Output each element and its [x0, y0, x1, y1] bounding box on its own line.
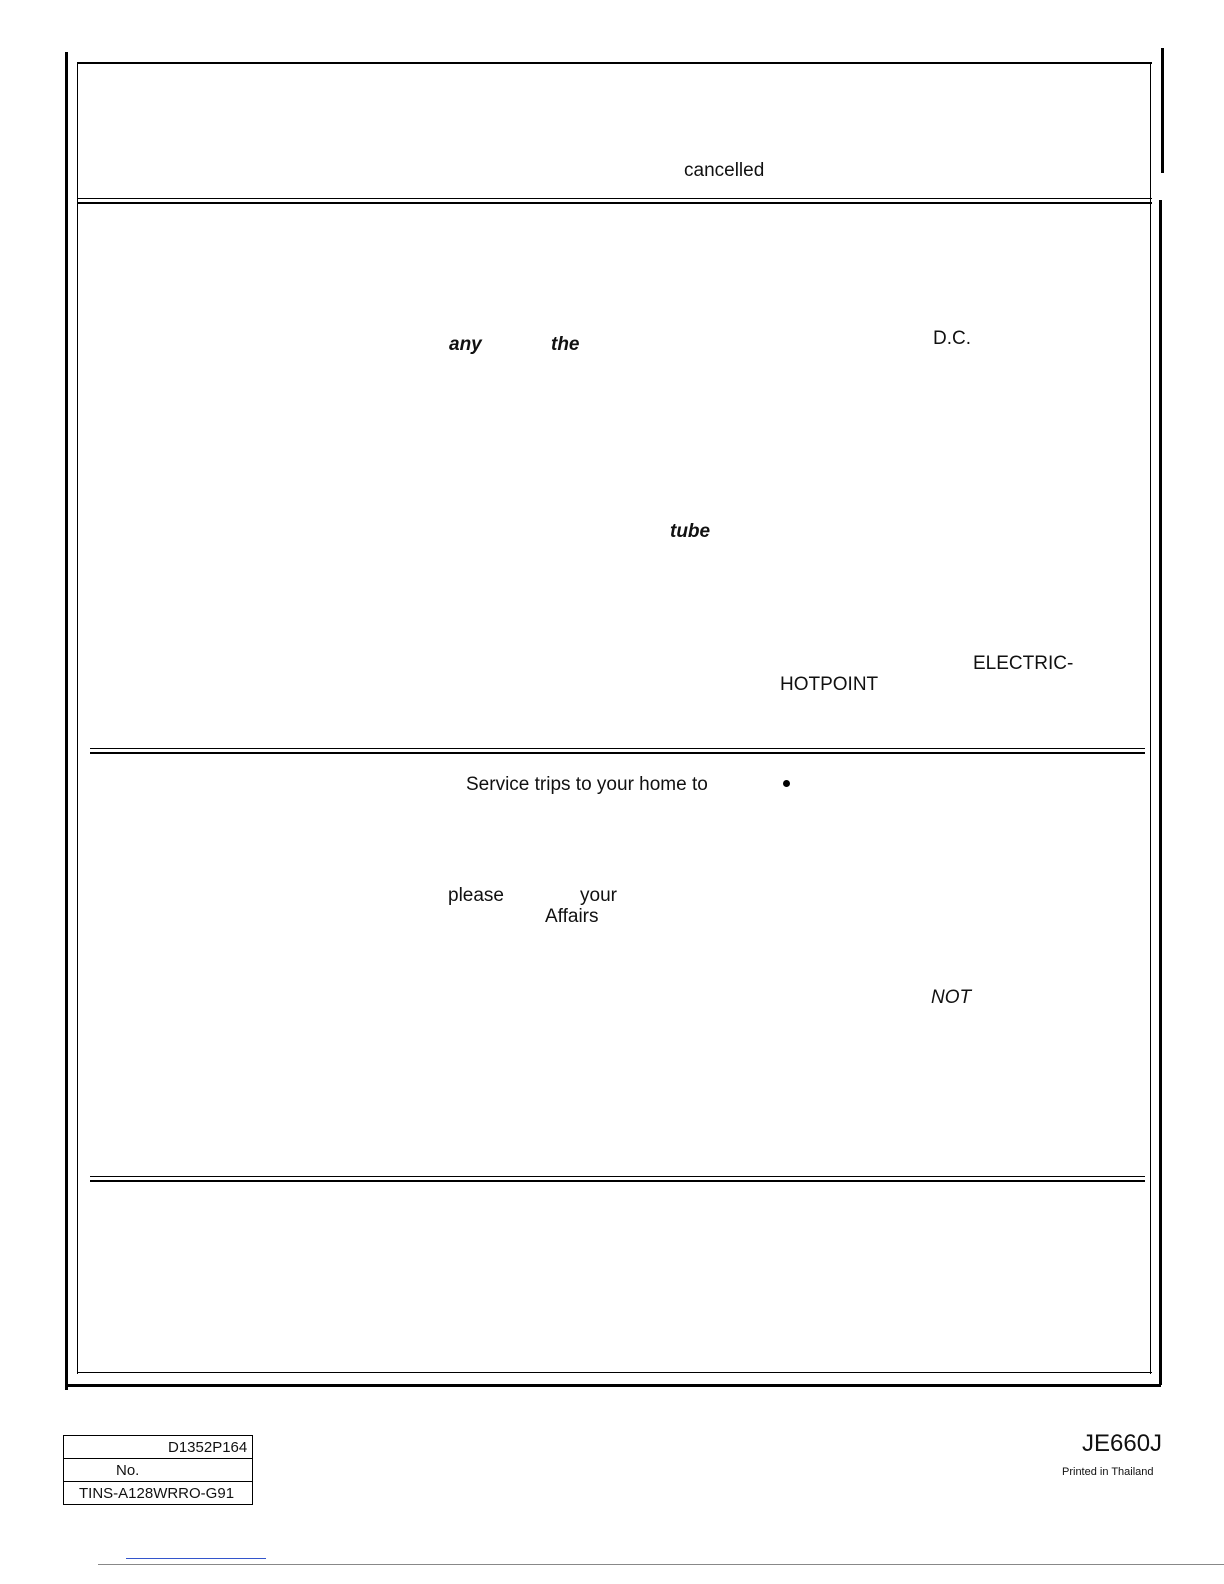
text-electric: ELECTRIC- — [973, 653, 1074, 674]
footer-bottom-rule — [98, 1564, 1224, 1565]
id-row-pub-number — [64, 1482, 252, 1505]
text-the: the — [551, 334, 580, 355]
frame-left-outer-rule — [65, 52, 68, 1390]
section-divider-3b — [90, 1180, 1145, 1182]
frame-right-inner-rule — [1150, 62, 1151, 1374]
text-hotpoint: HOTPOINT — [780, 674, 879, 695]
section-divider-1a — [78, 198, 1152, 199]
footer-link-underline — [126, 1558, 266, 1559]
text-any: any — [449, 334, 482, 355]
model-number: JE660J — [1082, 1430, 1163, 1457]
id-no-label: No. — [116, 1462, 140, 1479]
publication-id-box — [63, 1435, 253, 1505]
frame-right-outer-rule-top — [1161, 48, 1164, 173]
text-service-trips: Service trips to your home to — [466, 774, 708, 795]
text-dc: D.C. — [933, 328, 971, 349]
text-your: your — [580, 885, 617, 906]
id-code: D1352P164 — [168, 1439, 248, 1456]
id-pub-number: TINS-A128WRRO-G91 — [79, 1485, 235, 1502]
section-divider-2a — [90, 748, 1145, 749]
frame-left-inner-rule — [77, 62, 78, 1374]
section-divider-2b — [90, 752, 1145, 754]
printed-in: Printed in Thailand — [1062, 1466, 1154, 1478]
section-divider-1b — [78, 202, 1152, 204]
text-cancelled: cancelled — [684, 160, 765, 181]
text-tube: tube — [670, 521, 711, 542]
bullet-dot — [783, 780, 790, 787]
id-row-code — [64, 1436, 252, 1459]
text-affairs: Affairs — [545, 906, 599, 927]
frame-right-outer-rule-bottom — [1159, 200, 1162, 1385]
id-row-no — [64, 1459, 252, 1482]
section-divider-3a — [90, 1176, 1145, 1177]
text-please: please — [448, 885, 504, 906]
text-not: NOT — [931, 987, 972, 1008]
frame-bottom-inner-rule — [78, 1372, 1152, 1373]
frame-top-rule — [78, 62, 1152, 64]
frame-bottom-outer-rule — [65, 1384, 1161, 1387]
